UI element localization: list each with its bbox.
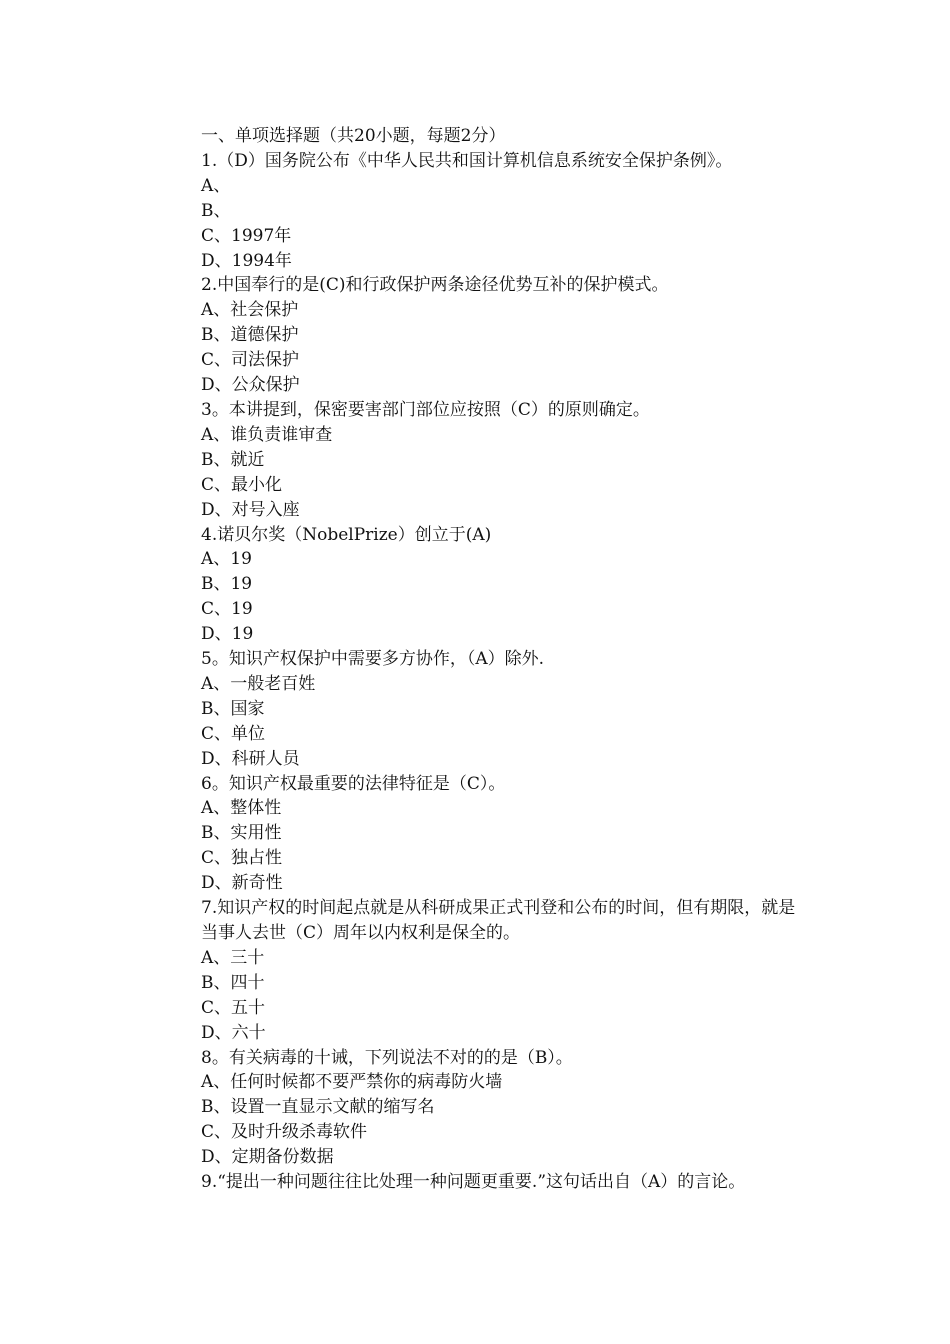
question-stem: 4.诺贝尔奖（NobelPrize）创立于(A) xyxy=(201,524,492,545)
option-c: C、及时升级杀毒软件 xyxy=(201,1122,368,1143)
option-c: C、独占性 xyxy=(201,848,283,869)
option-b: B、就近 xyxy=(201,449,265,470)
question-1 xyxy=(201,149,811,274)
option-d: D、公众保护 xyxy=(201,375,300,396)
option-b: B、四十 xyxy=(201,972,265,993)
section-title: 一、单项选择题（共20小题，每题2分） xyxy=(201,126,506,146)
question-9 xyxy=(201,1170,811,1195)
question-stem: 8。有关病毒的十诫，下列说法不对的的是（B）。 xyxy=(201,1047,573,1068)
question-2 xyxy=(201,273,811,398)
option-c: C、司法保护 xyxy=(201,350,300,371)
option-d: D、1994年 xyxy=(201,250,292,271)
option-d: D、科研人员 xyxy=(201,748,300,769)
question-4 xyxy=(201,523,811,648)
question-7 xyxy=(201,896,811,1045)
option-a: A、谁负责谁审查 xyxy=(201,424,333,445)
option-a: A、三十 xyxy=(201,947,265,968)
question-stem: 9.“提出一种问题往往比处理一种问题更重要.”这句话出自（A）的言论。 xyxy=(201,1172,746,1193)
option-b: B、 xyxy=(201,200,231,221)
option-c: C、1997年 xyxy=(201,225,292,246)
option-c: C、19 xyxy=(201,599,253,620)
option-b: B、19 xyxy=(201,574,253,595)
option-d: D、定期备份数据 xyxy=(201,1147,334,1168)
option-a: A、一般老百姓 xyxy=(201,673,316,694)
option-c: C、单位 xyxy=(201,723,266,744)
option-d: D、19 xyxy=(201,624,254,645)
option-c: C、五十 xyxy=(201,997,266,1018)
question-3 xyxy=(201,398,811,523)
option-b: B、实用性 xyxy=(201,823,282,844)
option-a: A、 xyxy=(201,175,231,196)
option-d: D、对号入座 xyxy=(201,499,300,520)
question-stem: 1.（D）国务院公布《中华人民共和国计算机信息系统安全保护条例》。 xyxy=(201,150,733,171)
question-stem: 6。知识产权最重要的法律特征是（C）。 xyxy=(201,773,506,794)
question-stem: 3。本讲提到，保密要害部门部位应按照（C）的原则确定。 xyxy=(201,399,650,420)
option-b: B、道德保护 xyxy=(201,325,299,346)
question-5 xyxy=(201,647,811,772)
option-a: A、19 xyxy=(201,549,252,570)
option-d: D、六十 xyxy=(201,1022,266,1043)
option-a: A、任何时候都不要严禁你的病毒防火墙 xyxy=(201,1072,503,1093)
option-b: B、设置一直显示文献的缩写名 xyxy=(201,1097,435,1118)
question-stem: 5。知识产权保护中需要多方协作，（A）除外. xyxy=(201,649,544,670)
option-d: D、新奇性 xyxy=(201,873,283,894)
option-a: A、社会保护 xyxy=(201,300,299,321)
question-stem: 2.中国奉行的是(C)和行政保护两条途径优势互补的保护模式。 xyxy=(201,275,669,296)
option-a: A、整体性 xyxy=(201,798,282,819)
option-b: B、国家 xyxy=(201,698,265,719)
option-c: C、最小化 xyxy=(201,474,283,495)
document-body xyxy=(201,124,811,1195)
question-8 xyxy=(201,1046,811,1171)
question-6 xyxy=(201,772,811,897)
question-stem: 7.知识产权的时间起点就是从科研成果正式刊登和公布的时间，但有期限，就是当事人去世（C）周年以内权利是保全的。 xyxy=(201,898,796,943)
